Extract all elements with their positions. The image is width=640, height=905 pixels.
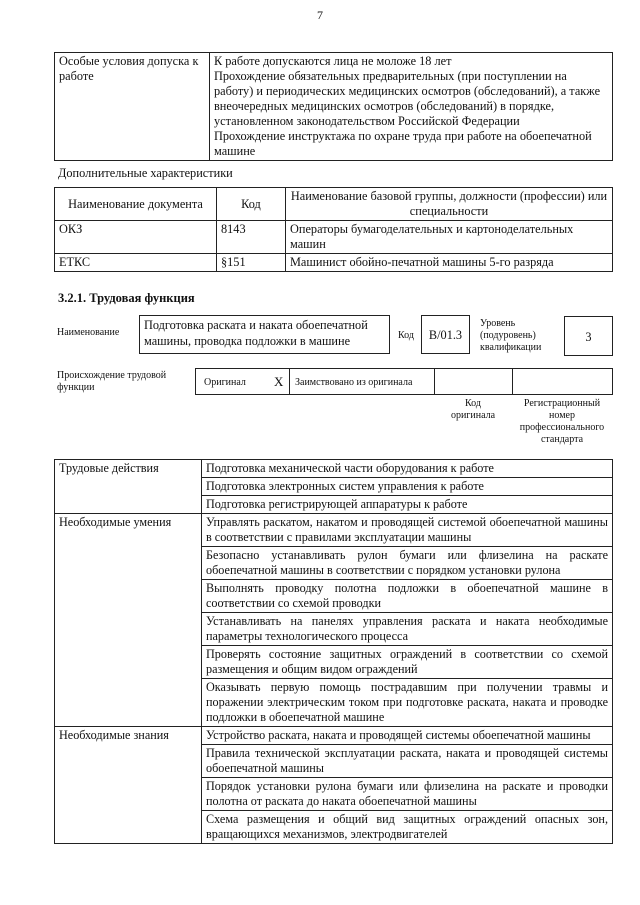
cell: ОКЗ xyxy=(55,221,217,254)
borrowed-label: Заимствовано из оригинала xyxy=(295,377,413,388)
additional-caption: Дополнительные характеристики xyxy=(58,166,233,180)
function-heading: 3.2.1. Трудовая функция xyxy=(58,291,195,305)
admission-line: Прохождение обязательных предварительных (при поступлении на работу) и периодических медицинских осмотров (обследований), а также внеочередных медицинских осмотров (обследований) в порядке, установленном законодательством Российской Федерации xyxy=(214,69,601,128)
section-label: Трудовые действия xyxy=(55,460,202,514)
name-box xyxy=(139,315,390,354)
original-mark: X xyxy=(274,374,284,389)
list-item: Безопасно устанавливать рулон бумаги или флизелина на раскате обоепечатной машины в соответствии с порядком установки рулона xyxy=(202,547,613,580)
list-item: Проверять состояние защитных ограждений в соответствии со схемой размещения и общим видом ограждений xyxy=(202,646,613,679)
cell: Операторы бумагоделательных и картоноделательных машин xyxy=(286,221,613,254)
origin-label: Происхождение трудовой функции xyxy=(57,370,167,393)
admission-line: Прохождение инструктажа по охране труда при работе на обоепечатной машине xyxy=(214,129,592,158)
details-table xyxy=(54,459,613,844)
code-value: B/01.3 xyxy=(428,328,463,342)
name-label: Наименование xyxy=(57,327,120,338)
list-item: Подготовка электронных систем управления к работе xyxy=(202,478,613,496)
level-box xyxy=(564,316,613,356)
list-item: Управлять раскатом, накатом и проводящей системой обоепечатной машины в соответствии с правилами эксплуатации машины xyxy=(202,514,613,547)
name-value: Подготовка раската и наката обоепечатной машины, проводка подложки в машине xyxy=(144,318,368,348)
admission-line: К работе допускаются лица не моложе 18 лет xyxy=(214,54,452,68)
list-item: Правила технической эксплуатации раската, наката и проводящей системы обоепечатной машины xyxy=(202,745,613,778)
col-header-document: Наименование документа xyxy=(55,188,217,221)
admission-label: Особые условия допуска к работе xyxy=(55,53,210,161)
code-label: Код xyxy=(398,330,414,341)
admission-content xyxy=(210,53,613,161)
origin-box xyxy=(195,368,613,395)
section-label: Необходимые умения xyxy=(55,514,202,727)
cell: 8143 xyxy=(217,221,286,254)
list-item: Порядок установки рулона бумаги или флизелина на раскате и проводки полотна от раската до наката обоепечатной машины xyxy=(202,778,613,811)
reg-caption: Регистрационный номер профессионального стандарта xyxy=(519,398,605,445)
level-label: Уровень (подуровень) квалификации xyxy=(480,318,542,353)
list-item: Схема размещения и общий вид защитных ограждений опасных зон, вращающихся механизмов, электродвигателей xyxy=(202,811,613,844)
level-value: 3 xyxy=(585,330,592,344)
col-header-code: Код xyxy=(217,188,286,221)
cell: ЕТКС xyxy=(55,254,217,272)
divider xyxy=(434,369,435,394)
table-row xyxy=(55,221,613,254)
list-item: Выполнять проводку полотна подложки в обоепечатной машине в соответствии со схемой проводки xyxy=(202,580,613,613)
section-label: Необходимые знания xyxy=(55,727,202,844)
additional-table xyxy=(54,187,613,272)
list-item: Устанавливать на панелях управления раската и наката необходимые параметры технологического процесса xyxy=(202,613,613,646)
admission-table xyxy=(54,52,613,161)
col-header-name: Наименование базовой группы, должности (профессии) или специальности xyxy=(286,188,613,221)
code-orig-caption: Код оригинала xyxy=(450,398,496,421)
divider xyxy=(512,369,513,394)
original-label: Оригинал xyxy=(204,377,246,388)
page-number: 7 xyxy=(317,8,323,22)
cell: Машинист обойно-печатной машины 5-го разряда xyxy=(286,254,613,272)
list-item: Устройство раската, наката и проводящей системы обоепечатной машины xyxy=(202,727,613,745)
divider xyxy=(289,369,290,394)
list-item: Подготовка регистрирующей аппаратуры к работе xyxy=(202,496,613,514)
list-item: Оказывать первую помощь пострадавшим при получении травмы и поражении электрическим током при подготовке раската, наката и проводке подложки в обоепечатной машине xyxy=(202,679,613,727)
cell: §151 xyxy=(217,254,286,272)
list-item: Подготовка механической части оборудования к работе xyxy=(202,460,613,478)
table-row xyxy=(55,254,613,272)
code-box xyxy=(421,315,470,354)
